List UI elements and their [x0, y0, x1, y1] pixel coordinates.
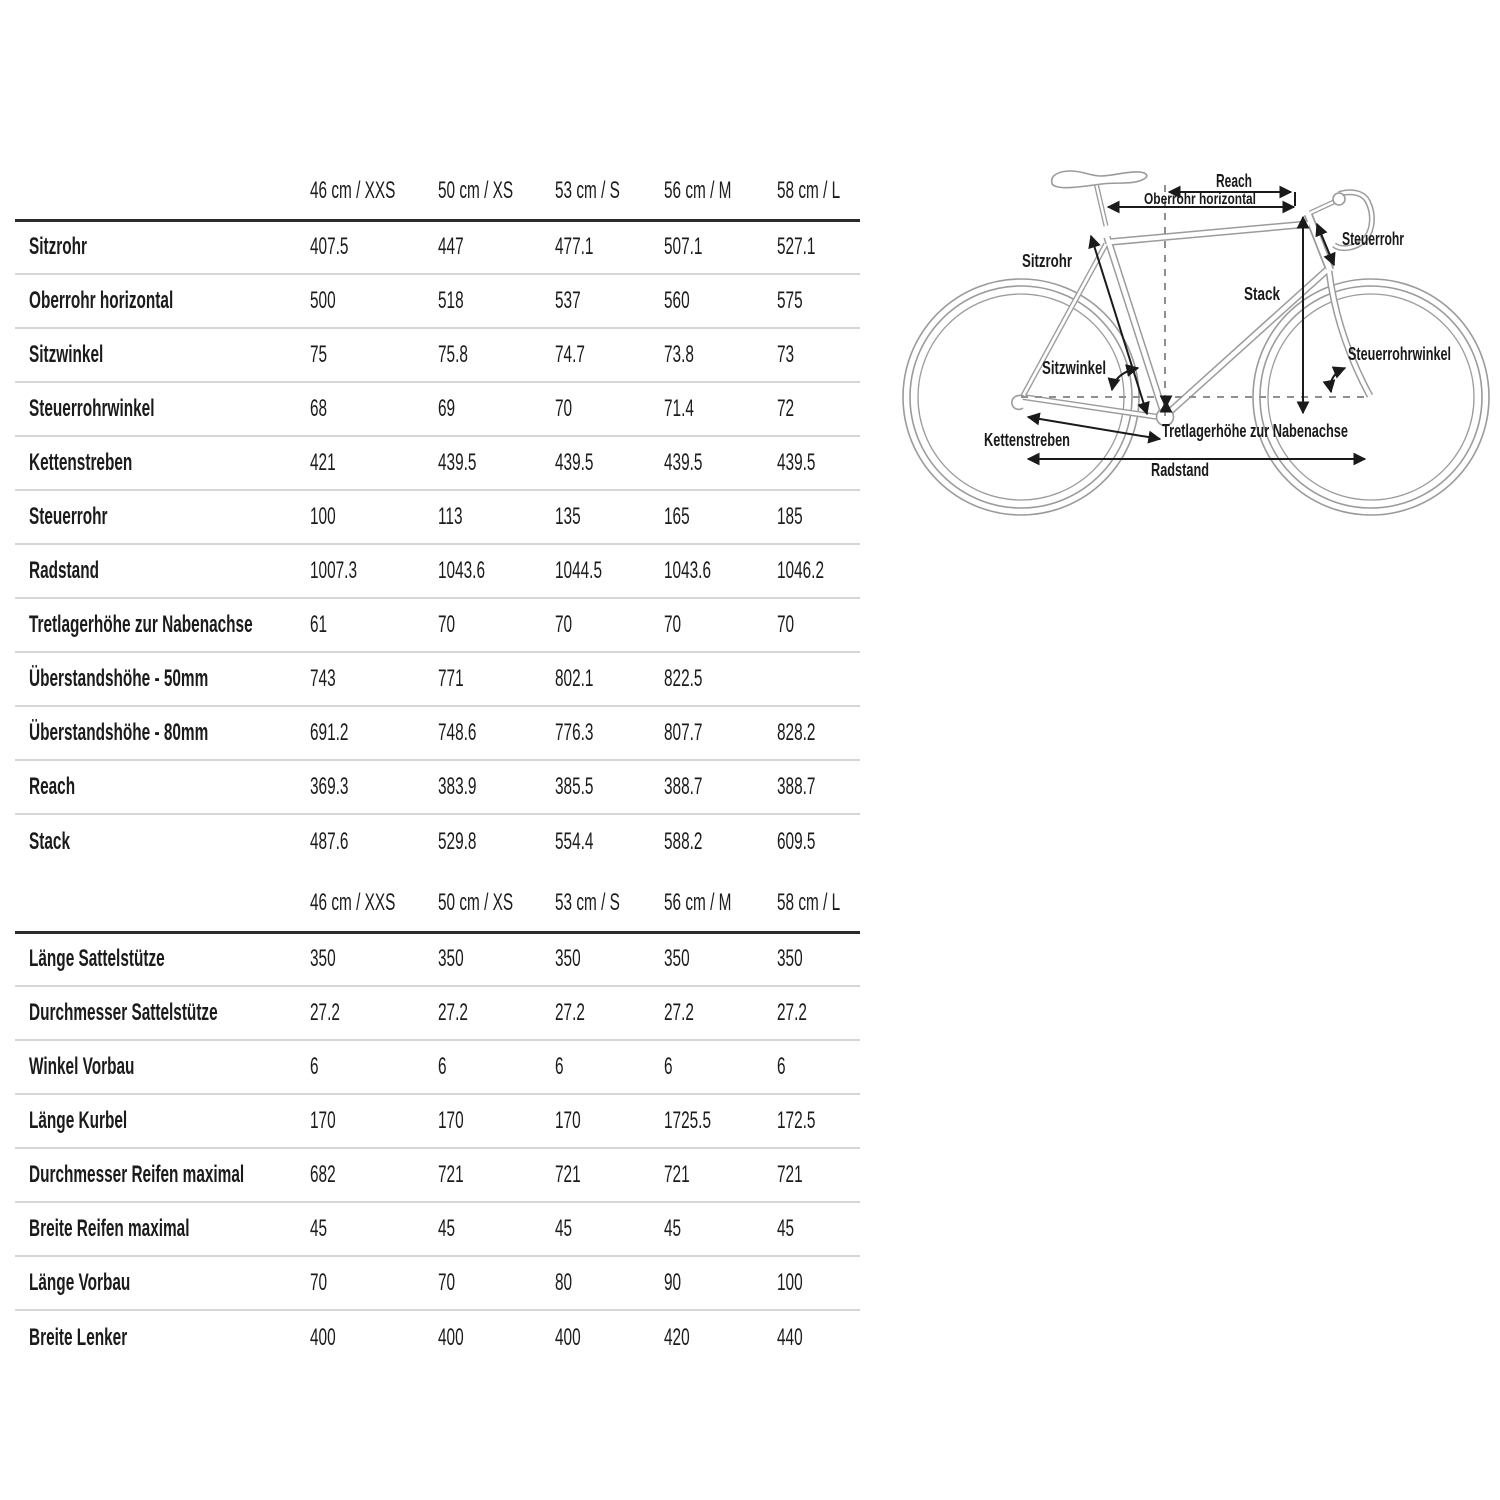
table-row — [15, 814, 860, 868]
corner-cell — [15, 164, 310, 220]
bike-frame — [1023, 183, 1372, 417]
table-row — [15, 220, 860, 274]
value-cell: 69 — [438, 395, 456, 422]
table-row — [15, 1202, 860, 1256]
row-label: Oberrohr horizontal — [29, 287, 174, 314]
size-column-header: 53 cm / S — [555, 889, 620, 917]
value-cell: 383.9 — [438, 773, 477, 800]
size-column-header: 56 cm / M — [664, 177, 732, 205]
value-cell: 45 — [438, 1215, 456, 1242]
value-cell: 560 — [664, 287, 690, 314]
value-cell: 500 — [310, 287, 336, 314]
value-cell: 70 — [777, 611, 795, 638]
value-cell: 27.2 — [310, 999, 340, 1026]
diagram-label-radstand: Radstand — [1151, 460, 1209, 480]
value-cell: 385.5 — [555, 773, 594, 800]
value-cell: 748.6 — [438, 719, 477, 746]
value-cell: 350 — [310, 945, 336, 973]
value-cell: 554.4 — [555, 827, 594, 855]
value-cell: 477.1 — [555, 233, 594, 261]
diagram-label-kettenstreben: Kettenstreben — [984, 430, 1070, 450]
value-cell: 771 — [438, 665, 464, 692]
value-cell: 1725.5 — [664, 1107, 711, 1134]
row-label: Länge Vorbau — [29, 1269, 131, 1296]
frame-geometry-table — [15, 164, 860, 868]
value-cell: 6 — [555, 1053, 564, 1080]
table-row — [15, 706, 860, 760]
value-cell: 518 — [438, 287, 464, 314]
table-row — [15, 986, 860, 1040]
value-cell: 170 — [555, 1107, 581, 1134]
value-cell: 691.2 — [310, 719, 349, 746]
row-label: Breite Lenker — [29, 1323, 128, 1351]
value-cell: 350 — [555, 945, 581, 973]
value-cell: 439.5 — [555, 449, 594, 476]
diagram-label-sitzrohr: Sitzrohr — [1022, 251, 1072, 271]
value-cell: 421 — [310, 449, 336, 476]
value-cell: 170 — [438, 1107, 464, 1134]
table-row — [15, 1310, 860, 1364]
row-label: Steuerrohr — [29, 503, 108, 530]
row-label: Sitzrohr — [29, 233, 88, 261]
value-cell: 575 — [777, 287, 803, 314]
size-header-row — [15, 876, 860, 932]
value-cell: 828.2 — [777, 719, 816, 746]
value-cell: 487.6 — [310, 827, 349, 855]
row-label: Durchmesser Reifen maximal — [29, 1161, 245, 1188]
value-cell: 70 — [555, 395, 573, 422]
diagram-label-oberrohr-horizontal: Oberrohr horizontal — [1144, 191, 1256, 208]
table-row — [15, 1256, 860, 1310]
row-label: Stack — [29, 827, 70, 855]
value-cell: 400 — [438, 1323, 464, 1351]
value-cell: 420 — [664, 1323, 690, 1351]
value-cell: 609.5 — [777, 827, 816, 855]
size-column-header: 56 cm / M — [664, 889, 732, 917]
value-cell: 70 — [310, 1269, 328, 1296]
row-label: Steuerrohrwinkel — [29, 395, 155, 422]
table-row — [15, 436, 860, 490]
value-cell: 1046.2 — [777, 557, 824, 584]
diagram-label-steuerrohrwinkel: Steuerrohrwinkel — [1348, 344, 1451, 364]
bike-geometry-diagram — [890, 130, 1500, 610]
value-cell: 529.8 — [438, 827, 477, 855]
value-cell: 165 — [664, 503, 690, 530]
diagram-label-steuerrohr: Steuerrohr — [1342, 229, 1404, 249]
table-row — [15, 328, 860, 382]
value-cell: 6 — [310, 1053, 319, 1080]
row-label: Breite Reifen maximal — [29, 1215, 190, 1242]
table-row — [15, 544, 860, 598]
value-cell: 350 — [777, 945, 803, 973]
value-cell: 1007.3 — [310, 557, 357, 584]
value-cell: 170 — [310, 1107, 336, 1134]
value-cell: 45 — [664, 1215, 682, 1242]
row-label: Länge Kurbel — [29, 1107, 128, 1134]
value-cell: 6 — [438, 1053, 447, 1080]
value-cell: 400 — [310, 1323, 336, 1351]
value-cell: 135 — [555, 503, 581, 530]
row-label: Tretlagerhöhe zur Nabenachse — [29, 611, 253, 638]
row-label: Länge Sattelstütze — [29, 945, 165, 973]
table-row — [15, 1148, 860, 1202]
size-column-header: 46 cm / XXS — [310, 889, 396, 917]
value-cell: 807.7 — [664, 719, 703, 746]
geometry-tables — [15, 164, 860, 1364]
size-column-header: 58 cm / L — [777, 889, 841, 917]
diagram-label-reach: Reach — [1216, 171, 1252, 191]
value-cell: 682 — [310, 1161, 336, 1188]
value-cell: 350 — [438, 945, 464, 973]
value-cell: 100 — [777, 1269, 803, 1296]
row-label: Überstandshöhe - 50mm — [29, 665, 209, 692]
row-label: Winkel Vorbau — [29, 1053, 135, 1080]
value-cell: 27.2 — [664, 999, 694, 1026]
value-cell: 439.5 — [438, 449, 477, 476]
value-cell: 45 — [555, 1215, 573, 1242]
value-cell: 45 — [777, 1215, 795, 1242]
value-cell: 507.1 — [664, 233, 703, 261]
size-column-header: 46 cm / XXS — [310, 177, 396, 205]
table-row — [15, 1094, 860, 1148]
value-cell: 588.2 — [664, 827, 703, 855]
value-cell: 6 — [777, 1053, 786, 1080]
value-cell: 721 — [438, 1161, 464, 1188]
value-cell: 172.5 — [777, 1107, 816, 1134]
table-row — [15, 490, 860, 544]
row-label: Kettenstreben — [29, 449, 133, 476]
value-cell: 400 — [555, 1323, 581, 1351]
diagram-label-tretlagerhoehe: Tretlagerhöhe zur Nabenachse — [1162, 421, 1348, 441]
value-cell: 71.4 — [664, 395, 694, 422]
value-cell: 75.8 — [438, 341, 468, 368]
size-column-header: 50 cm / XS — [438, 889, 514, 917]
value-cell: 350 — [664, 945, 690, 973]
value-cell: 447 — [438, 233, 464, 261]
row-label: Radstand — [29, 557, 99, 584]
diagram-label-sitzwinkel: Sitzwinkel — [1042, 358, 1106, 378]
value-cell: 721 — [555, 1161, 581, 1188]
value-cell: 802.1 — [555, 665, 594, 692]
size-column-header: 58 cm / L — [777, 177, 841, 205]
value-cell: 440 — [777, 1323, 803, 1351]
value-cell: 74.7 — [555, 341, 585, 368]
value-cell: 27.2 — [438, 999, 468, 1026]
value-cell: 1044.5 — [555, 557, 602, 584]
value-cell: 90 — [664, 1269, 682, 1296]
value-cell — [777, 652, 860, 706]
row-label: Überstandshöhe - 80mm — [29, 719, 209, 746]
table-row — [15, 598, 860, 652]
value-cell: 1043.6 — [438, 557, 485, 584]
value-cell: 407.5 — [310, 233, 349, 261]
value-cell: 45 — [310, 1215, 328, 1242]
value-cell: 113 — [438, 503, 463, 530]
value-cell: 70 — [438, 1269, 456, 1296]
value-cell: 68 — [310, 395, 328, 422]
value-cell: 100 — [310, 503, 336, 530]
value-cell: 72 — [777, 395, 795, 422]
components-table — [15, 876, 860, 1364]
size-column-header: 50 cm / XS — [438, 177, 514, 205]
value-cell: 527.1 — [777, 233, 816, 261]
size-header-row — [15, 164, 860, 220]
table-row — [15, 382, 860, 436]
value-cell: 80 — [555, 1269, 573, 1296]
value-cell: 61 — [310, 611, 328, 638]
value-cell: 537 — [555, 287, 581, 314]
table-row — [15, 932, 860, 986]
value-cell: 1043.6 — [664, 557, 711, 584]
diagram-label-stack: Stack — [1244, 284, 1281, 304]
row-label: Sitzwinkel — [29, 341, 104, 368]
value-cell: 776.3 — [555, 719, 594, 746]
size-column-header: 53 cm / S — [555, 177, 620, 205]
value-cell: 70 — [438, 611, 456, 638]
value-cell: 743 — [310, 665, 336, 692]
value-cell: 439.5 — [664, 449, 703, 476]
value-cell: 70 — [555, 611, 573, 638]
table-row — [15, 760, 860, 814]
table-row — [15, 652, 860, 706]
value-cell: 822.5 — [664, 665, 703, 692]
handlebar-clamp — [1333, 193, 1345, 205]
saddle — [1052, 171, 1147, 188]
value-cell: 73 — [777, 341, 795, 368]
value-cell: 27.2 — [555, 999, 585, 1026]
value-cell: 6 — [664, 1053, 673, 1080]
value-cell: 388.7 — [664, 773, 703, 800]
row-label: Reach — [29, 773, 76, 800]
value-cell: 369.3 — [310, 773, 349, 800]
value-cell: 721 — [664, 1161, 690, 1188]
value-cell: 439.5 — [777, 449, 816, 476]
value-cell: 185 — [777, 503, 803, 530]
row-label: Durchmesser Sattelstütze — [29, 999, 218, 1026]
value-cell: 388.7 — [777, 773, 816, 800]
table-row — [15, 274, 860, 328]
value-cell: 70 — [664, 611, 682, 638]
value-cell: 27.2 — [777, 999, 807, 1026]
corner-cell — [15, 876, 310, 932]
value-cell: 721 — [777, 1161, 803, 1188]
table-row — [15, 1040, 860, 1094]
value-cell: 73.8 — [664, 341, 694, 368]
value-cell: 75 — [310, 341, 328, 368]
